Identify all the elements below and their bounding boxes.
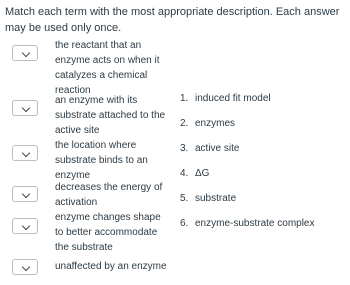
answer-option-2: 2. enzymes <box>180 118 236 129</box>
description-6: unaffected by an enzyme <box>55 261 167 272</box>
answer-option-6: 6. enzyme-substrate complex <box>180 218 315 229</box>
match-select-5[interactable] <box>12 218 38 234</box>
chevron-down-icon <box>22 222 30 230</box>
answer-option-4: 4. ΔG <box>180 168 210 179</box>
match-select-6[interactable] <box>12 259 38 275</box>
description-3: the location where substrate binds to an enzyme <box>55 140 148 181</box>
instructions: Match each term with the most appropriate description. Each answer may be used only once. <box>5 6 340 34</box>
match-select-4[interactable] <box>12 186 38 202</box>
description-1: the reactant that an enzyme acts on when it catalyzes a chemical reaction <box>55 40 160 96</box>
answer-option-3: 3. active site <box>180 143 240 154</box>
answer-option-1: 1. induced fit model <box>180 93 271 104</box>
chevron-down-icon <box>22 149 30 157</box>
answer-option-5: 5. substrate <box>180 193 237 204</box>
chevron-down-icon <box>22 104 30 112</box>
chevron-down-icon <box>22 190 30 198</box>
description-2: an enzyme with its substrate attached to the active site <box>55 95 166 136</box>
match-select-2[interactable] <box>12 100 38 116</box>
description-4: decreases the energy of activation <box>55 182 163 208</box>
chevron-down-icon <box>22 49 30 57</box>
match-select-1[interactable] <box>12 45 38 61</box>
description-5: enzyme changes shape to better accommodate the substrate <box>55 212 161 253</box>
chevron-down-icon <box>22 263 30 271</box>
match-select-3[interactable] <box>12 145 38 161</box>
